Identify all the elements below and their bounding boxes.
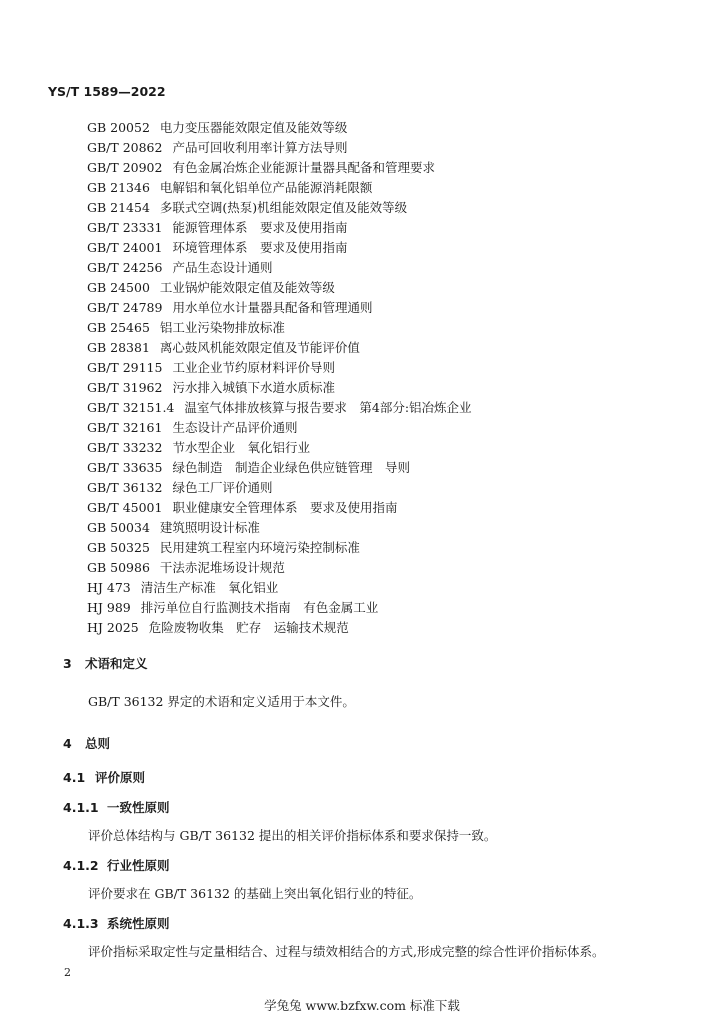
section-title: 行业性原则	[107, 858, 170, 873]
section-title: 术语和定义	[85, 656, 148, 671]
reference-item	[87, 538, 472, 558]
section-3-text: GB/T 36132 界定的术语和定义适用于本文件。	[88, 694, 355, 709]
reference-code: GB/T 32161	[87, 420, 163, 435]
reference-title: 电解铝和氧化铝单位产品能源消耗限额	[159, 180, 373, 195]
section-title: 系统性原则	[107, 916, 170, 931]
reference-item	[87, 278, 472, 298]
footer-watermark: 学兔兔 www.bzfxw.com 标准下载	[264, 998, 460, 1013]
section-4-1-3-text: 评价指标采取定性与定量相结合、过程与绩效相结合的方式,形成完整的综合性评价指标体系。	[88, 944, 605, 959]
reference-code: GB/T 36132	[87, 480, 163, 495]
reference-item	[87, 338, 472, 358]
reference-title: 排污单位自行监测技术指南 有色金属工业	[140, 600, 379, 615]
reference-item	[87, 358, 472, 378]
reference-item	[87, 258, 472, 278]
reference-title: 职业健康安全管理体系 要求及使用指南	[172, 500, 398, 515]
reference-item	[87, 318, 472, 338]
section-title: 评价原则	[95, 770, 146, 785]
reference-title: 节水型企业 氧化铝行业	[172, 440, 310, 455]
reference-title: 有色金属冶炼企业能源计量器具配备和管理要求	[172, 160, 435, 175]
reference-title: 污水排入城镇下水道水质标准	[172, 380, 335, 395]
reference-item	[87, 518, 472, 538]
reference-title: 清洁生产标准 氧化铝业	[140, 580, 279, 595]
reference-title: 离心鼓风机能效限定值及节能评价值	[159, 340, 360, 355]
reference-code: GB/T 23331	[87, 220, 163, 235]
reference-code: GB 50034	[87, 520, 150, 535]
reference-code: HJ 2025	[87, 620, 139, 635]
section-number: 4.1.1	[63, 800, 99, 815]
reference-code: GB/T 33635	[87, 460, 163, 475]
section-4-1-3-heading	[63, 914, 170, 932]
reference-title: 建筑照明设计标准	[159, 520, 260, 535]
section-number: 4.1.3	[63, 916, 99, 931]
reference-item	[87, 618, 472, 638]
reference-code: GB/T 29115	[87, 360, 163, 375]
reference-title: 产品生态设计通则	[172, 260, 273, 275]
section-4-1-heading	[63, 768, 145, 786]
reference-code: GB/T 24789	[87, 300, 163, 315]
reference-item	[87, 118, 472, 138]
reference-title: 绿色制造 制造企业绿色供应链管理 导则	[172, 460, 410, 475]
reference-title: 能源管理体系 要求及使用指南	[172, 220, 348, 235]
reference-item	[87, 418, 472, 438]
reference-title: 民用建筑工程室内环境污染控制标准	[159, 540, 360, 555]
reference-item	[87, 238, 472, 258]
reference-item	[87, 298, 472, 318]
section-4-1-1-text: 评价总体结构与 GB/T 36132 提出的相关评价指标体系和要求保持一致。	[88, 828, 497, 843]
reference-title: 多联式空调(热泵)机组能效限定值及能效等级	[159, 200, 408, 215]
reference-code: GB 50986	[87, 560, 150, 575]
reference-item	[87, 438, 472, 458]
reference-code: GB/T 20902	[87, 160, 163, 175]
reference-title: 绿色工厂评价通则	[172, 480, 273, 495]
reference-title: 干法赤泥堆场设计规范	[159, 560, 285, 575]
reference-item	[87, 498, 472, 518]
reference-title: 铝工业污染物排放标准	[159, 320, 285, 335]
reference-item	[87, 218, 472, 238]
page-number: 2	[64, 966, 71, 979]
reference-code: GB 50325	[87, 540, 150, 555]
reference-code: GB 24500	[87, 280, 150, 295]
section-4-heading	[63, 734, 110, 752]
reference-title: 温室气体排放核算与报告要求 第4部分:铝冶炼企业	[184, 400, 472, 415]
reference-title: 工业锅炉能效限定值及能效等级	[159, 280, 335, 295]
reference-title: 危险废物收集 贮存 运输技术规范	[148, 620, 349, 635]
reference-item	[87, 398, 472, 418]
reference-code: HJ 989	[87, 600, 131, 615]
reference-item	[87, 178, 472, 198]
section-number: 3	[63, 656, 72, 671]
reference-code: GB/T 45001	[87, 500, 163, 515]
reference-item	[87, 558, 472, 578]
section-number: 4.1.2	[63, 858, 99, 873]
document-code: YS/T 1589—2022	[48, 84, 166, 99]
section-4-1-2-text: 评价要求在 GB/T 36132 的基础上突出氧化铝行业的特征。	[88, 886, 422, 901]
reference-title: 环境管理体系 要求及使用指南	[172, 240, 348, 255]
reference-item	[87, 578, 472, 598]
section-4-1-1-heading	[63, 798, 170, 816]
section-4-1-2-heading	[63, 856, 170, 874]
reference-code: GB/T 20862	[87, 140, 163, 155]
reference-code: GB 25465	[87, 320, 150, 335]
reference-title: 用水单位水计量器具配备和管理通则	[172, 300, 373, 315]
reference-code: GB/T 33232	[87, 440, 163, 455]
reference-title: 电力变压器能效限定值及能效等级	[159, 120, 348, 135]
reference-item	[87, 478, 472, 498]
reference-code: GB 28381	[87, 340, 150, 355]
reference-item	[87, 158, 472, 178]
reference-code: GB/T 32151.4	[87, 400, 175, 415]
reference-item	[87, 458, 472, 478]
reference-item	[87, 598, 472, 618]
section-3-heading	[63, 654, 148, 672]
reference-code: GB/T 31962	[87, 380, 163, 395]
normative-references-list	[87, 118, 472, 638]
section-title: 总则	[85, 736, 111, 751]
reference-code: GB 21346	[87, 180, 150, 195]
reference-title: 产品可回收利用率计算方法导则	[172, 140, 348, 155]
reference-code: GB 20052	[87, 120, 150, 135]
reference-code: GB/T 24256	[87, 260, 163, 275]
reference-title: 工业企业节约原材料评价导则	[172, 360, 335, 375]
reference-code: GB/T 24001	[87, 240, 163, 255]
reference-title: 生态设计产品评价通则	[172, 420, 298, 435]
reference-item	[87, 378, 472, 398]
section-title: 一致性原则	[107, 800, 170, 815]
section-number: 4.1	[63, 770, 86, 785]
reference-item	[87, 198, 472, 218]
reference-item	[87, 138, 472, 158]
reference-code: HJ 473	[87, 580, 131, 595]
section-number: 4	[63, 736, 72, 751]
reference-code: GB 21454	[87, 200, 150, 215]
